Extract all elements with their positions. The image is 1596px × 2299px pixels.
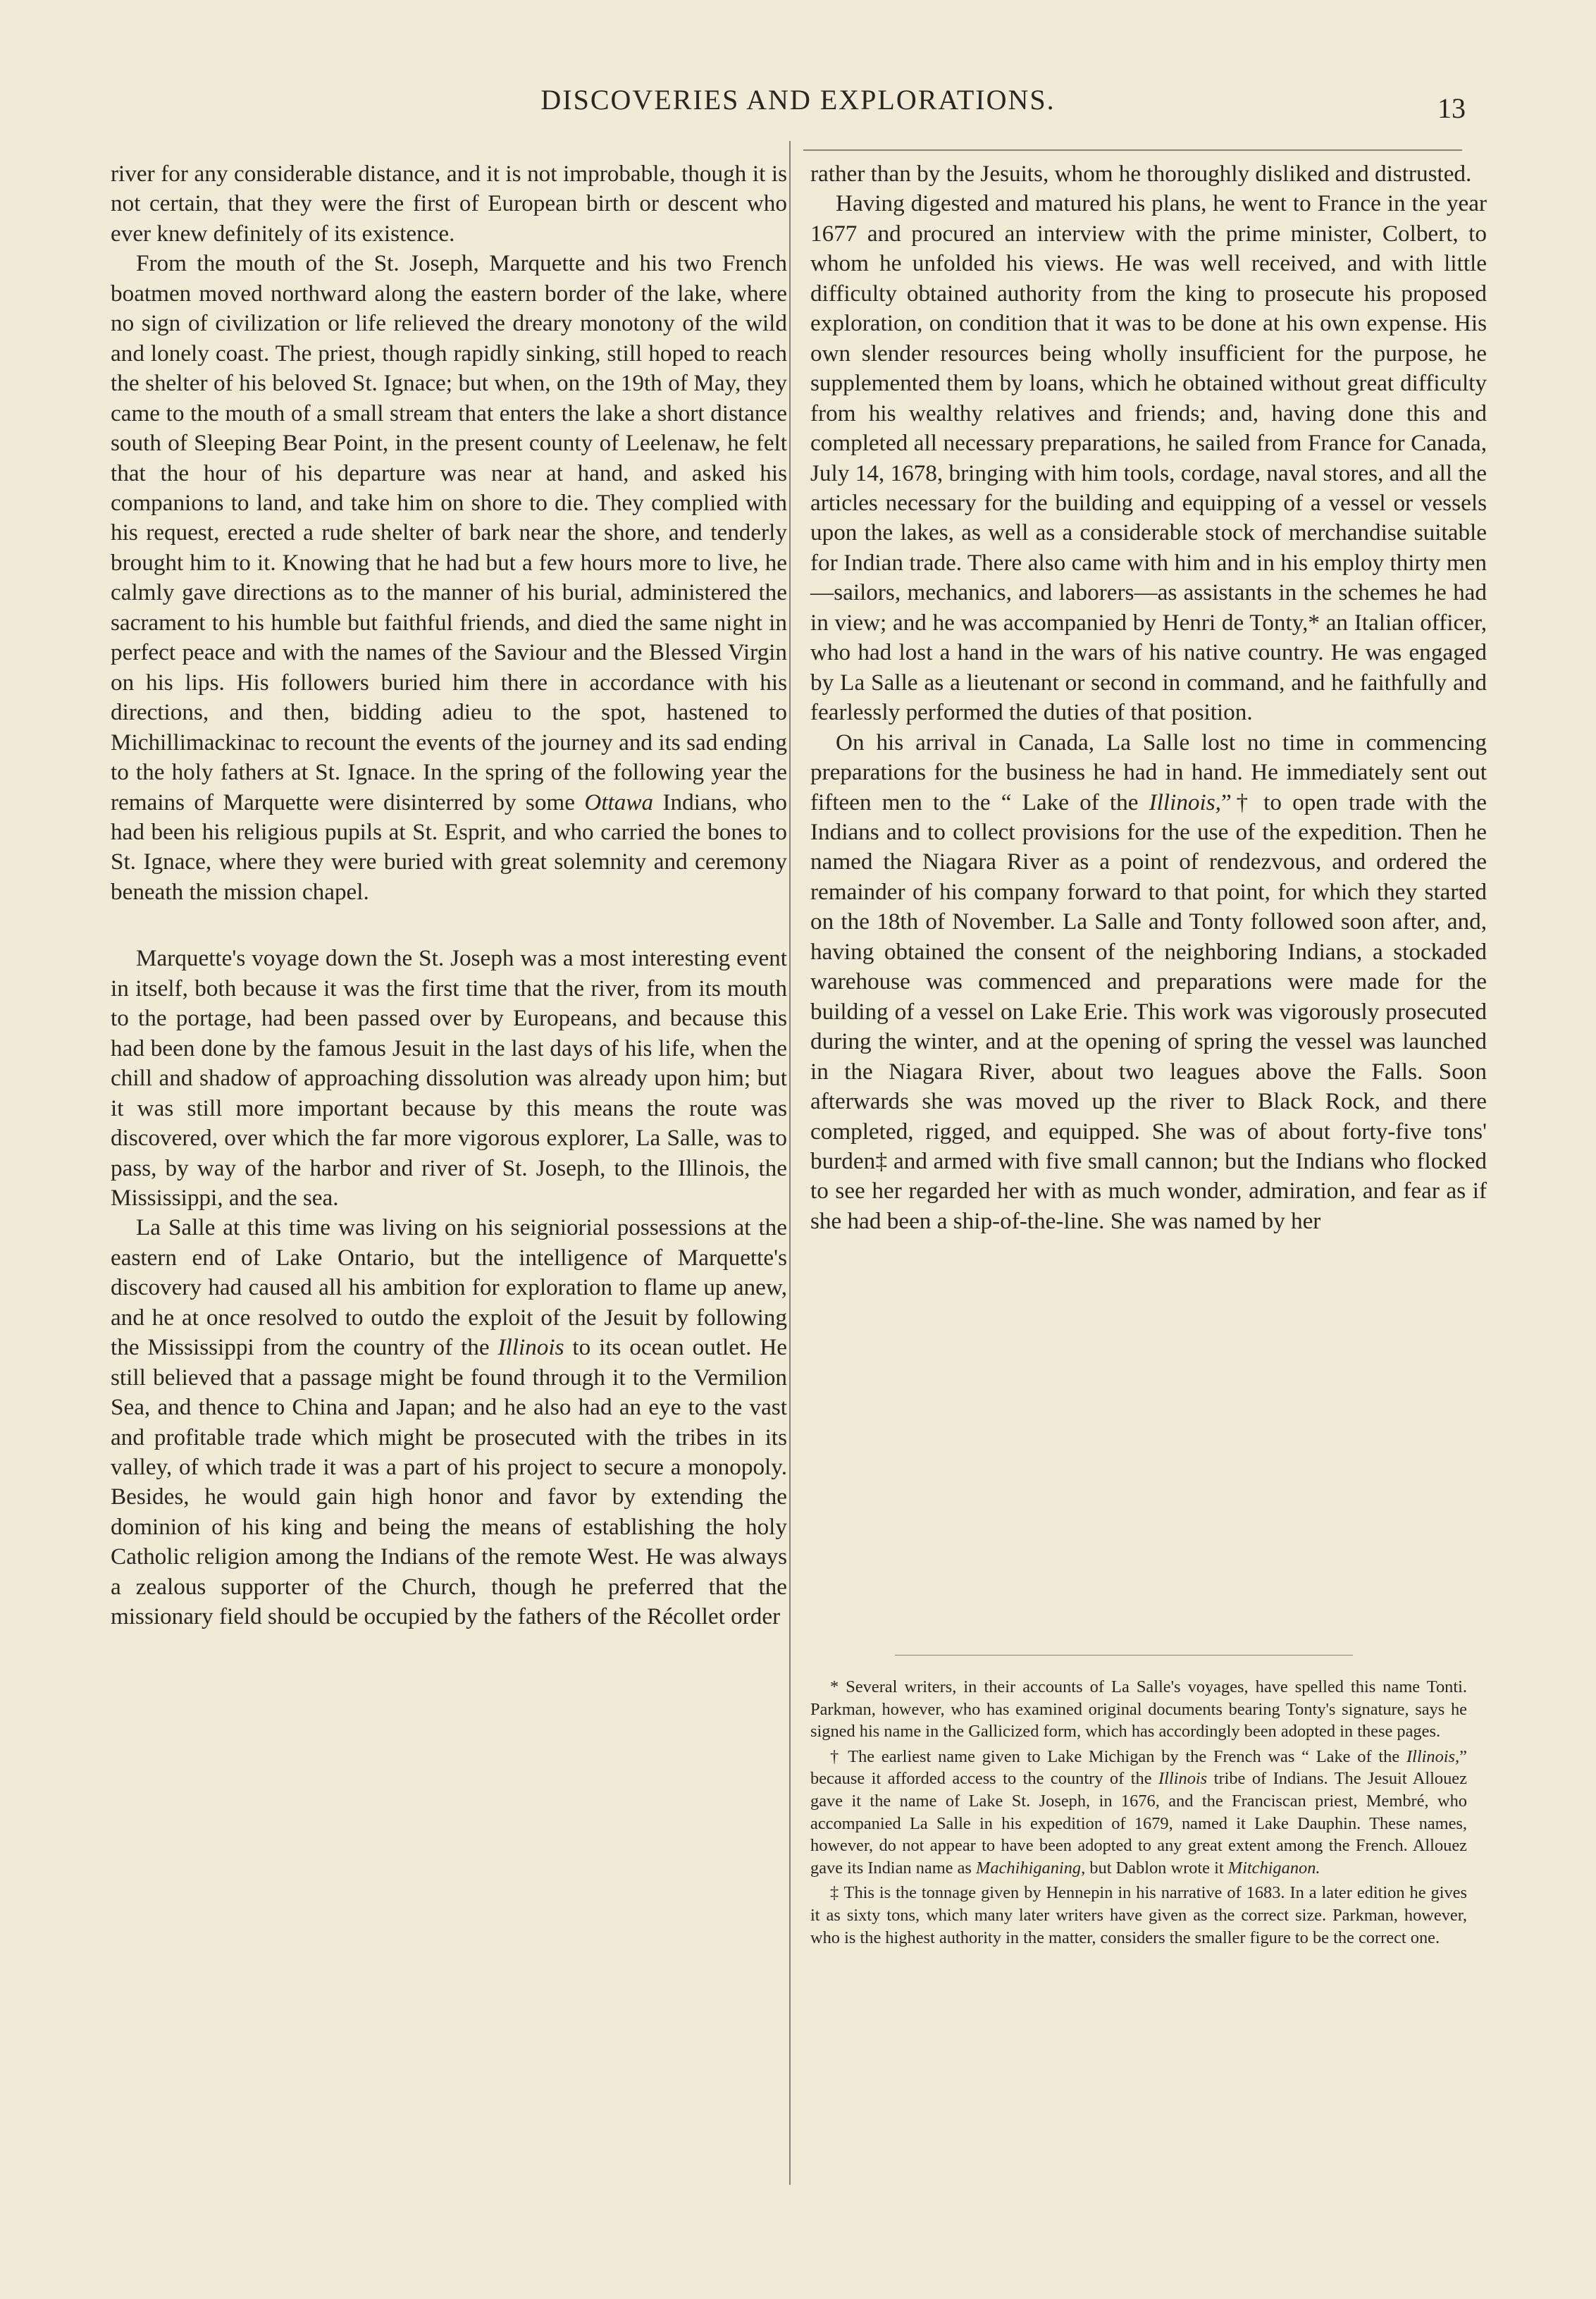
right-column <box>810 159 1487 1236</box>
column-divider <box>789 141 791 2185</box>
paragraph: river for any considerable distance, and it is not improbable, though it is not certain, that they were the first of European birth or descent who ever knew definitely of its existence. <box>111 161 787 247</box>
italic-term: Illinois <box>1158 1769 1208 1789</box>
text-run: but Dablon wrote it <box>1089 1858 1224 1878</box>
footnote: ‡ This is the tonnage given by Hennepin in his narrative of 1683. In a later edition he gives it as sixty tons, which many later writers have given as the correct size. Parkman, however, who is the highest authority in the matter, considers the smaller figure to be the correct one. <box>810 1883 1467 1947</box>
text-run: On his arrival in Canada, La Salle lost no time in commencing preparations for the business he had in hand. He immediately sent out fifteen men to the “ Lake of the <box>810 729 1487 815</box>
footnote: * Several writers, in their accounts of La Salle's voyages, have spelled this name Tonti. Parkman, however, who has examined original documents bearing Tonty's signature, says he signed his name in the Gallicized form, which has accordingly been adopted in these pages. <box>810 1677 1467 1742</box>
italic-term: Illinois <box>497 1334 564 1361</box>
left-column <box>111 159 787 1632</box>
paragraph: rather than by the Jesuits, whom he thoroughly disliked and distrusted. <box>810 161 1472 187</box>
text-run: ” because it afforded access to the country of the <box>810 1746 1467 1789</box>
footnote <box>810 1746 1467 1880</box>
paragraph <box>111 249 787 907</box>
paragraph <box>111 1213 787 1632</box>
paragraph <box>810 728 1487 1237</box>
paragraph: Marquette's voyage down the St. Joseph was a most interesting event in itself, both because it was the first time that the river, from its mouth to the portage, had been passed over by Europeans, and because this had been done by the famous Jesuit in the last days of his life, when the chill and shadow of approaching dissolution was already upon him; but it was still more important because by this means the route was discovered, over which the far more vigorous explorer, La Salle, was to pass, by way of the harbor and river of St. Joseph, to the Illinois, the Mississippi, and the sea. <box>111 945 787 1211</box>
top-rule <box>803 149 1462 151</box>
text-run: Indians, who had been his religious pupils at St. Esprit, and who carried the bones to St. Ignace, where they were buried with great solemnity and ceremony beneath the mission chapel. <box>111 789 787 905</box>
italic-term: Machihiganing, <box>976 1858 1086 1878</box>
paragraph: Having digested and matured his plans, he went to France in the year 1677 and procured an interview with the prime minister, Colbert, to whom he unfolded his views. He was well received, and with little difficulty obtained authority from the king to prosecute his proposed exploration, on condition that it was to be done at his own expense. His own slender resources being wholly insufficient for the purpose, he supplemented them by loans, which he obtained without great difficulty from his wealthy relatives and friends; and, having done this and completed all necessary preparations, he sailed from France for Canada, July 14, 1678, bringing with him tools, cordage, naval stores, and all the articles necessary for the building and equipping of a vessel or vessels upon the lakes, as well as a considerable stock of merchandise suitable for Indian trade. There also came with him and in his employ thirty men—sailors, mechanics, and laborers—as assistants in the schemes he had in view; and he was accompanied by Henri de Tonty,* an Italian officer, who had lost a hand in the wars of his native country. He was engaged by La Salle as a lieutenant or second in command, and he faithfully and fearlessly performed the duties of that position. <box>810 190 1487 726</box>
text-run: La Salle at this time was living on his seigniorial possessions at the eastern end of Lake Ontario, but the intelligence of Marquette's discovery had caused all his ambition for exploration to flame up anew, and he at once resolved to outdo the exploit of the Jesuit by following the Mississippi from the country of the <box>111 1214 787 1361</box>
running-head: DISCOVERIES AND EXPLORATIONS. <box>540 84 1056 116</box>
italic-term: Ottawa <box>584 789 654 815</box>
page-header <box>0 83 1596 125</box>
page-number: 13 <box>1437 92 1466 124</box>
italic-term: Mitchiganon. <box>1227 1858 1320 1878</box>
text-run: tribe of Indians. The Jesuit Allouez gave it the name of Lake St. Joseph, in 1676, and the Franciscan priest, Membré, who accompanied La Salle in his expedition of 1679, named it Lake Dauphin. These names, however, do not appear to have been adopted to any great extent among the French. Allouez gave its Indian name as <box>810 1769 1467 1878</box>
text-run: From the mouth of the St. Joseph, Marquette and his two French boatmen moved northward along the eastern border of the lake, where no sign of civilization or life relieved the dreary monotony of the wild and lonely coast. The priest, though rapidly sinking, still hoped to reach the shelter of his beloved St. Ignace; but when, on the 19th of May, they came to the mouth of a small stream that enters the lake a short distance south of Sleeping Bear Point, in the present county of Leelenaw, he felt that the hour of his departure was near at hand, and asked his companions to land, and take him on shore to die. They complied with his request, erected a rude shelter of bark near the shore, and tenderly brought him to it. Knowing that he had but a few hours more to live, he calmly gave directions as to the manner of his burial, administered the sacrament to his humble but faithful friends, and died the same night in perfect peace and with the names of the Saviour and the Blessed Virgin on his lips. His followers buried him there in accordance with his directions, and then, bidding adieu to the spot, hastened to Michillimackinac to recount the events of the journey and its sad ending to the holy fathers at St. Ignace. In the spring of the following year the remains of Marquette were disinterred by some <box>111 250 787 815</box>
text-run: ”† to open trade with the Indians and to collect provisions for the use of the expedition. Then he named the Niagara River as a point of rendezvous, and ordered the remainder of his company forward to that point, for which they started on the 18th of November. La Salle and Tonty followed soon after, and, having obtained the consent of the neighboring Indians, a stockaded warehouse was commenced and preparations were made for the building of a vessel on Lake Erie. This work was vigorously prosecuted during the winter, and at the opening of spring the vessel was launched in the Niagara River, about two leagues above the Falls. Soon afterwards she was moved up the river to Black Rock, and there completed, rigged, and equipped. She was of about forty-five tons' burden‡ and armed with five small cannon; but the Indians who flocked to see her regarded her with as much wonder, admiration, and fear as if she had been a ship-of-the-line. She was named by her <box>810 789 1487 1234</box>
italic-term: Illinois, <box>1149 789 1221 815</box>
section-gap <box>111 907 787 944</box>
footnotes <box>810 1676 1467 1952</box>
text-run: to its ocean outlet. He still believed that a passage might be found through it to the Vermilion Sea, and thence to China and Japan; and he also had an eye to the vast and profitable trade which might be prosecuted with the tribes in its valley, of which trade it was a part of his project to secure a monopoly. Besides, he would gain high honor and favor by extending the dominion of his king and being the means of establishing the holy Catholic religion among the Indians of the remote West. He was always a zealous supporter of the Church, though he preferred that the missionary field should be occupied by the fathers of the Récollet order <box>111 1334 788 1630</box>
italic-term: Illinois, <box>1406 1746 1460 1766</box>
text-run: † The earliest name given to Lake Michigan by the French was “ Lake of the <box>830 1746 1400 1766</box>
footnote-rule <box>895 1655 1353 1656</box>
